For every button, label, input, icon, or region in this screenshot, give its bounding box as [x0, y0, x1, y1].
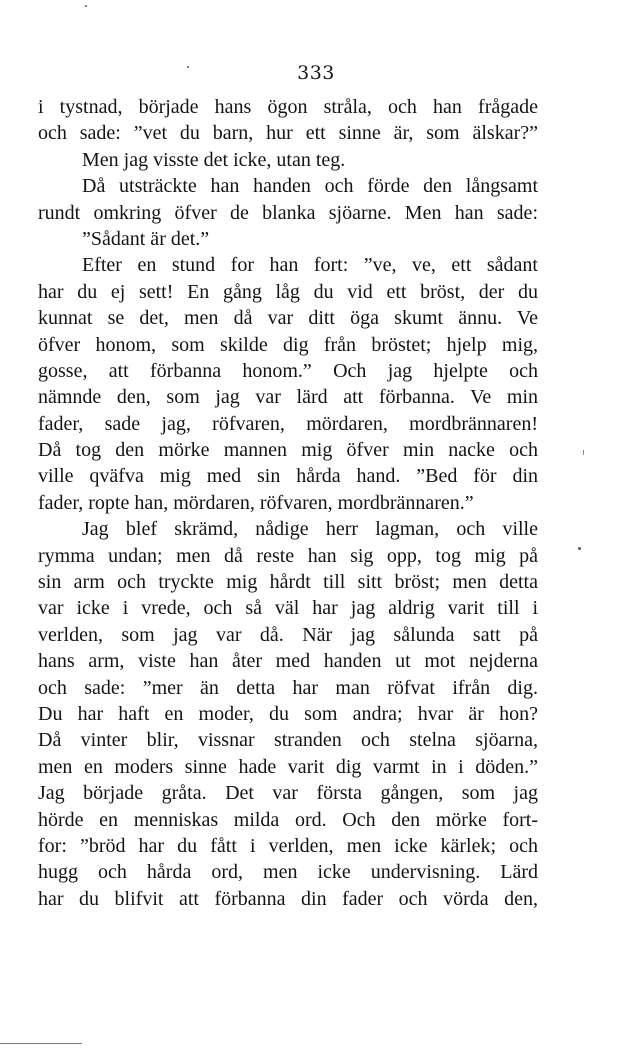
- print-speck: [85, 5, 87, 7]
- text-line: och sade: ”vet du barn, hur ett sinne är, som älskar?”: [38, 122, 538, 145]
- text-line: hans arm, viste han åter med handen ut mot nejderna: [38, 650, 538, 673]
- text-line: Du har haft en moder, du som andra; hvar är hon?: [38, 702, 538, 725]
- text-line: Då tog den mörke mannen mig öfver min nacke och: [38, 439, 538, 462]
- text-line: Jag började gråta. Det var första gången, som jag: [38, 782, 538, 805]
- print-speck: [578, 547, 581, 550]
- text-line: fader, ropte han, mördaren, röfvaren, mordbrännaren.”: [38, 491, 474, 514]
- text-line: och sade: ”mer än detta har man röfvat ifrån dig.: [38, 676, 538, 699]
- text-line: Men jag visste det icke, utan teg.: [82, 148, 346, 171]
- text-line: for: ”bröd har du fått i verlden, men icke kärlek; och: [38, 834, 538, 857]
- text-line: i tystnad, började hans ögon stråla, och han frågade: [38, 96, 538, 118]
- text-line: Jag blef skrämd, nådige herr lagman, och ville: [82, 518, 538, 541]
- text-line: gosse, att förbanna honom.” Och jag hjelpte och: [38, 359, 538, 382]
- bottom-rule: [0, 1043, 82, 1044]
- text-line: öfver honom, som skilde dig från bröstet; hjelp mig,: [38, 333, 538, 356]
- body-text: [38, 94, 538, 912]
- text-line: Då utsträckte han handen och förde den långsamt: [82, 175, 538, 198]
- text-line: men en moders sinne hade varit dig varmt in i döden.”: [38, 755, 538, 778]
- text-line: ville qväfva mig med sin hårda hand. ”Bed för din: [38, 465, 538, 488]
- text-line: har du ej sett! En gång låg du vid ett bröst, der du: [38, 280, 538, 303]
- text-line: kunnat se det, men då var ditt öga skumt ännu. Ve: [38, 307, 538, 330]
- text-line: verlden, som jag var då. När jag sålunda satt på: [38, 623, 538, 646]
- text-line: har du blifvit att förbanna din fader och vörda den,: [38, 887, 538, 910]
- text-line: Då vinter blir, vissnar stranden och stelna sjöarna,: [38, 729, 538, 752]
- text-line: sin arm och tryckte mig hårdt till sitt bröst; men detta: [38, 571, 538, 594]
- text-line: rundt omkring öfver de blanka sjöarne. Men han sade:: [38, 201, 538, 224]
- text-line: hörde en menniskas milda ord. Och den mörke fort-: [38, 808, 538, 831]
- text-line: Efter en stund for han fort: ”ve, ve, ett sådant: [82, 254, 538, 277]
- text-line: rymma undan; men då reste han sig opp, tog mig på: [38, 544, 538, 567]
- text-line: fader, sade jag, röfvaren, mördaren, mordbrännaren!: [38, 412, 538, 435]
- print-speck: [583, 450, 584, 455]
- text-line: var icke i vrede, och så väl har jag aldrig varit till i: [38, 597, 538, 620]
- text-line: ”Sådant är det.”: [82, 227, 210, 250]
- text-line: nämnde den, som jag var lärd att förbanna. Ve min: [38, 386, 538, 409]
- page-number: 333: [297, 62, 335, 84]
- text-line: hugg och hårda ord, men icke undervisning. Lärd: [38, 861, 538, 884]
